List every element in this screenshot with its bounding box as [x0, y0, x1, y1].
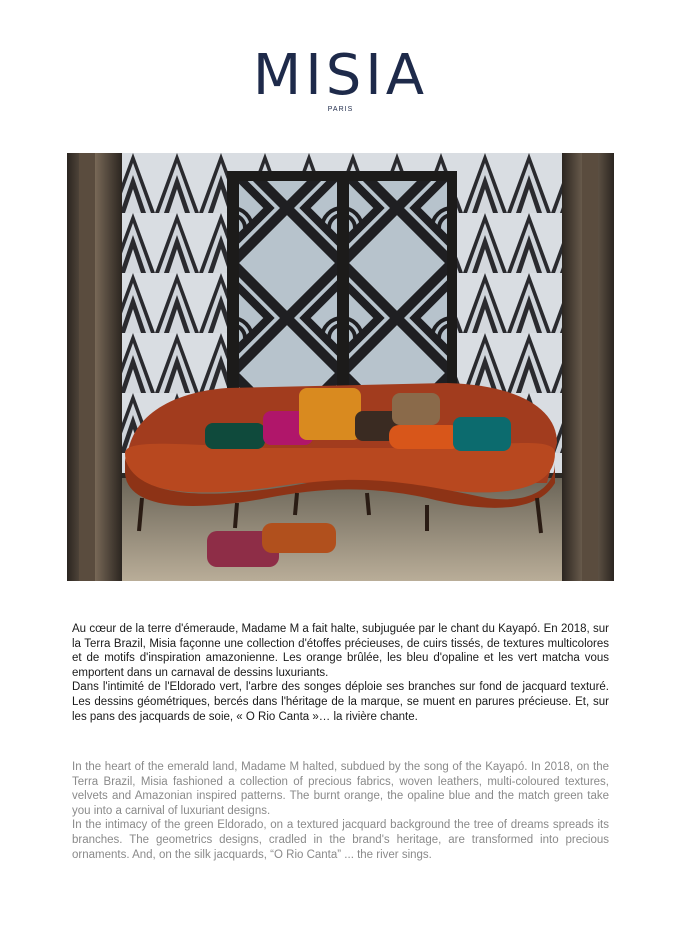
interior-photo	[67, 153, 614, 581]
english-paragraph-1: In the heart of the emerald land, Madame M halted, subdued by the song of the Kayapó. In 2018, on the Terra Brazil, Misia fashioned a collection of precious fabrics, woven leathers, multi-coloured textures, velvets and Amazonian inspired patterns. The burnt orange, the opaline blue and the match green take you into a carnival of luxuriant designs.	[72, 761, 609, 817]
brand-logo	[0, 43, 681, 113]
sofa-scene-illustration	[67, 153, 614, 581]
french-paragraph-2: Dans l'intimité de l'Eldorado vert, l'arbre des songes déploie ses branches sur fond de jacquard texturé. Les dessins géométriques, bercés dans l'héritage de la marque, se muent en parures précieuse. Et, sur les pans des jacquards de soie, « O Rio Canta »… la rivière chante.	[72, 681, 609, 723]
french-paragraph-1: Au cœur de la terre d'émeraude, Madame M a fait halte, subjuguée par le chant du Kayapó. En 2018, sur la Terra Brazil, Misia façonne une collection d'étoffes précieuses, de cuirs tissés, de textures multicolores et de motifs d'inspiration amazonienne. Les orange brûlée, les bleu d'opaline et les vert matcha vous emportent dans un carnaval de dessins luxuriants.	[72, 623, 609, 679]
english-paragraph-2: In the intimacy of the green Eldorado, on a textured jacquard background the tree of dreams spreads its branches. The geometrics designs, cradled in the brand's heritage, are transformed into precious ornaments. And, on the silk jacquards, “O Rio Canta” ... the river sings.	[72, 819, 609, 861]
brand-city: PARIS	[327, 106, 354, 113]
english-description	[72, 760, 609, 862]
french-description	[72, 622, 609, 724]
brand-name: MISIA	[252, 43, 429, 108]
